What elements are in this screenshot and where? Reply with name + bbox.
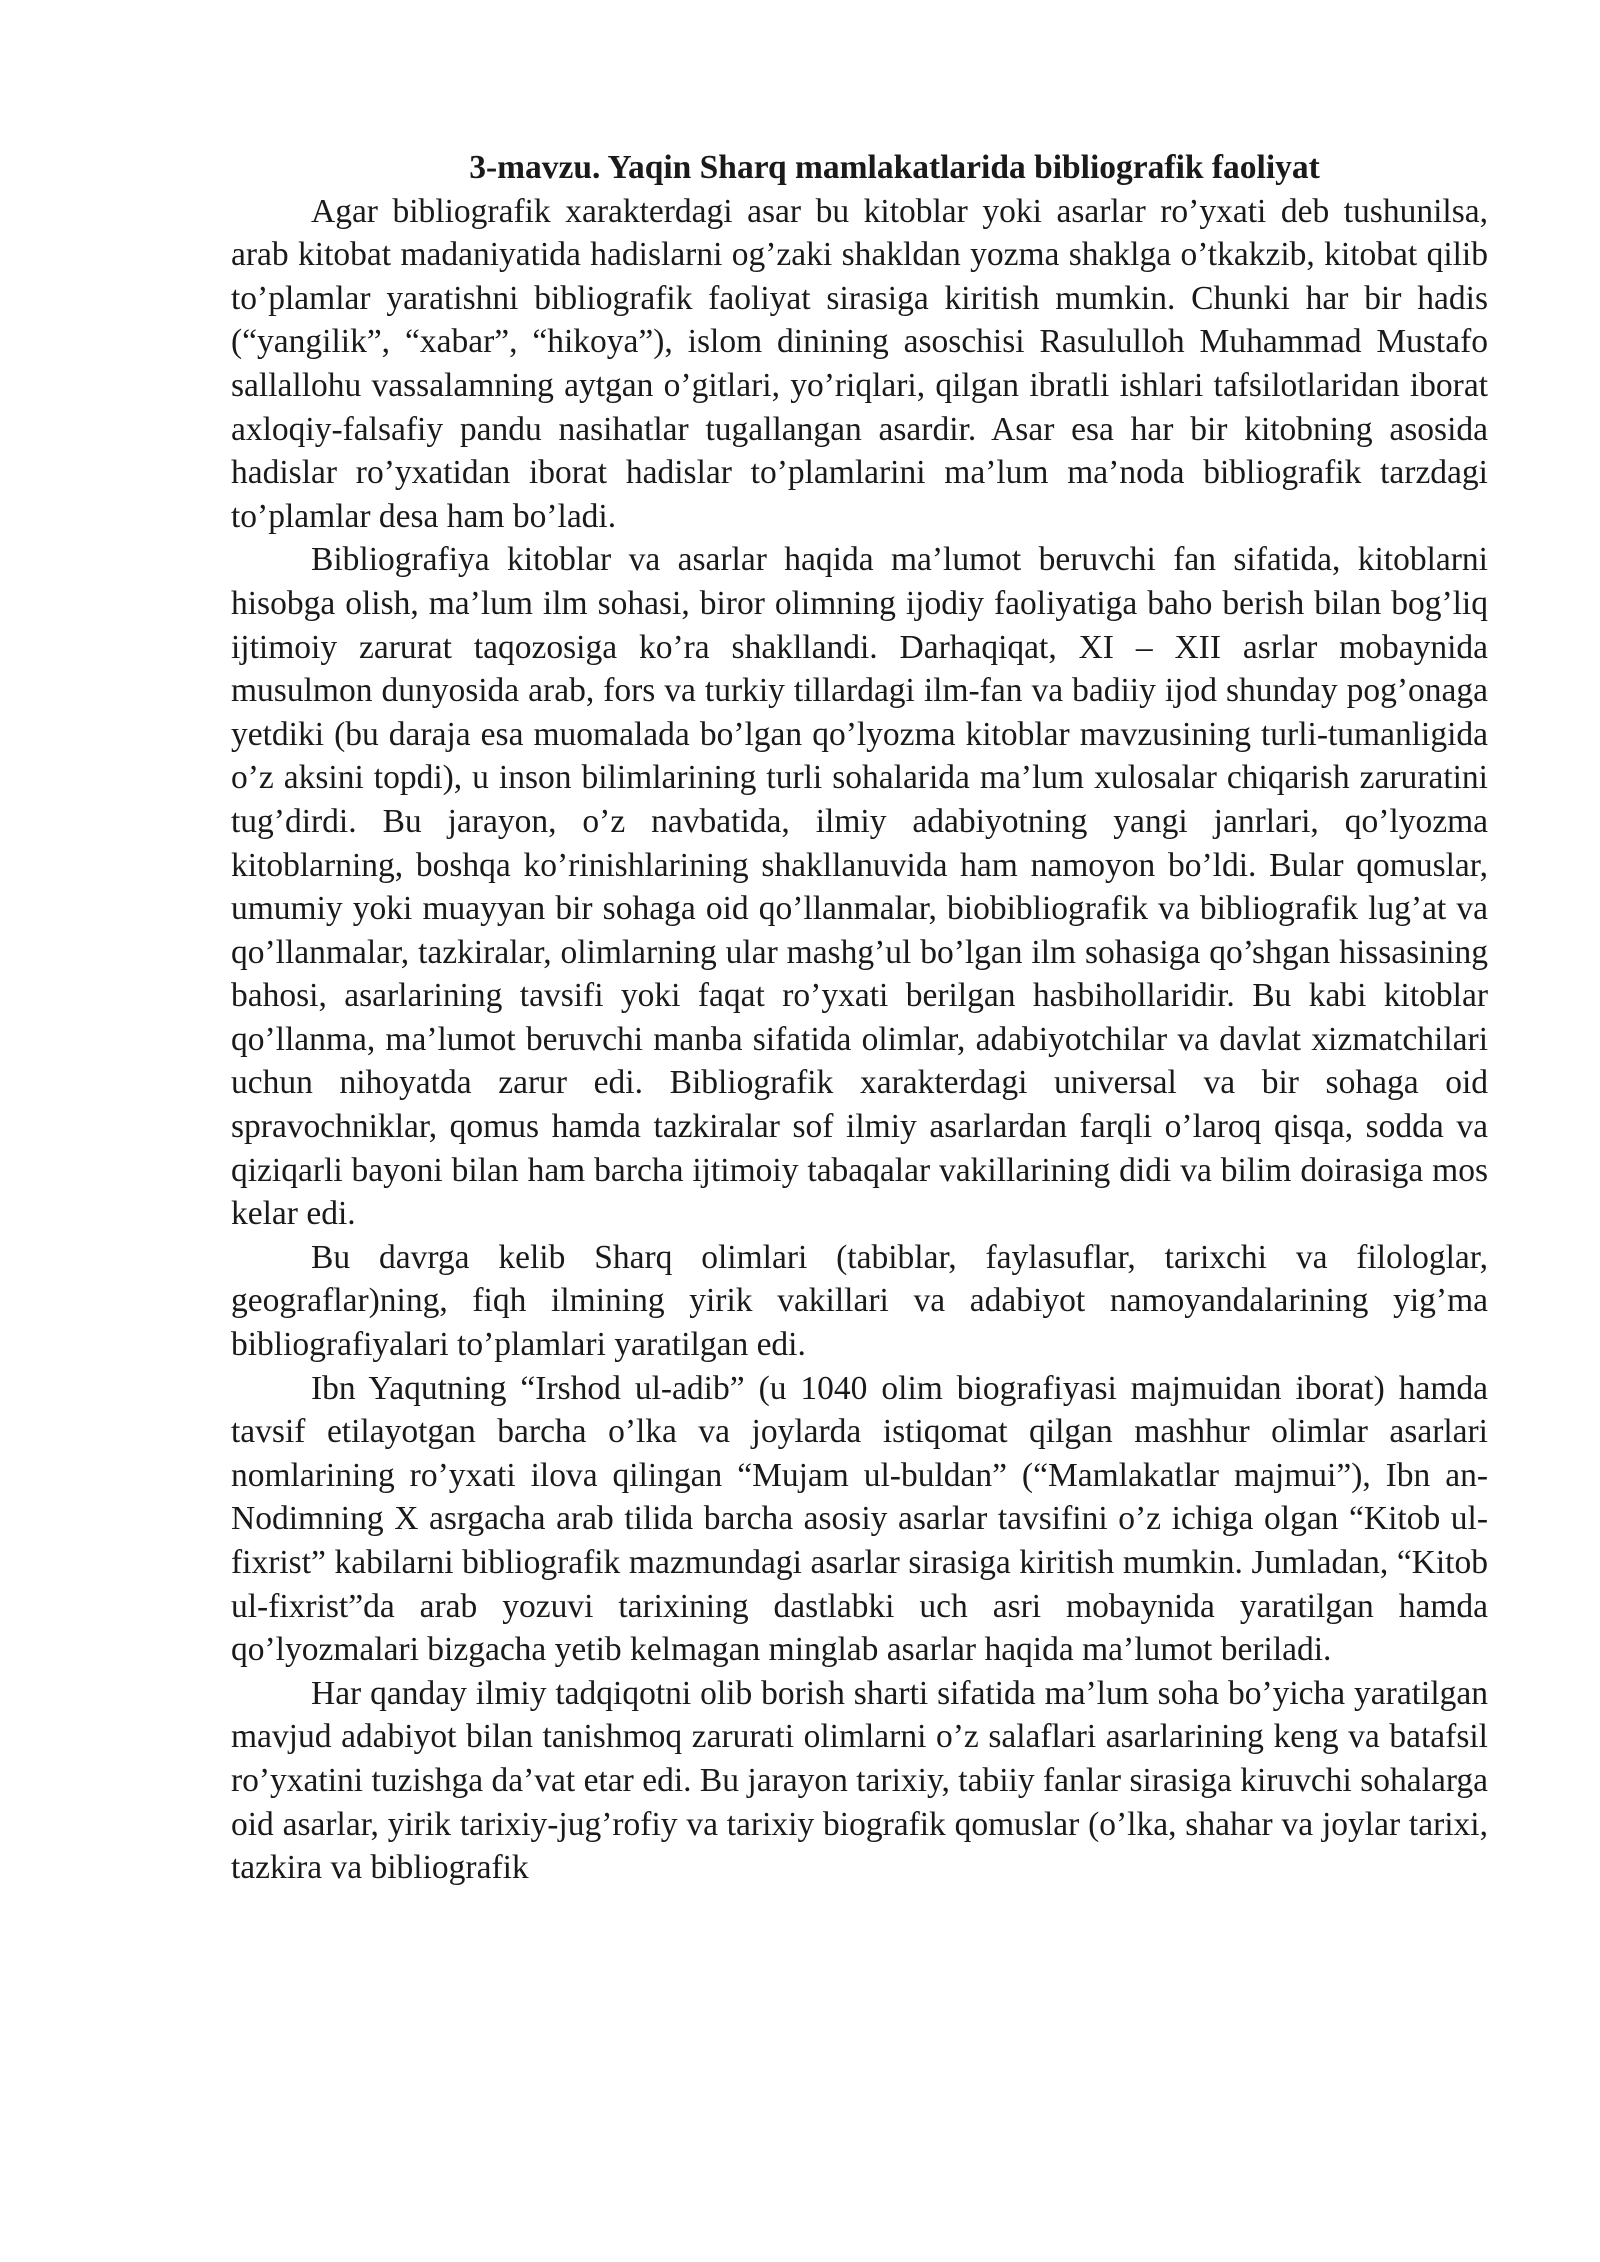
document-body: [231, 146, 1488, 1890]
paragraph-4: Ibn Yaqutning “Irshod ul-adib” (u 1040 olim biografiyasi majmuidan iborat) hamda tavsif etilayotgan barcha o’lka va joylarda istiqomat qilgan mashhur olimlar asarlari nomlarining ro’yxati ilova qilingan “Mujam ul-buldan” (“Mamlakatlar majmui”), Ibn an-Nodimning X asrgacha arab tilida barcha asosiy asarlar tavsifini o’z ichiga olgan “Kitob ul-fixrist” kabilarni bibliografik mazmundagi asarlar sirasiga kiritish mumkin. Jumladan, “Kitob ul-fixrist”da arab yozuvi tarixining dastlabki uch asri mobaynida yaratilgan hamda qo’lyozmalari bizgacha yetib kelmagan minglab asarlar haqida ma’lumot beriladi.: [231, 1369, 1488, 1669]
paragraph-2: Bibliografiya kitoblar va asarlar haqida ma’lumot beruvchi fan sifatida, kitoblarni hisobga olish, ma’lum ilm sohasi, biror olimning ijodiy faoliyatiga baho berish bilan bog’liq ijtimoiy zarurat taqozosiga ko’ra shakllandi. Darhaqiqat, XI – XII asrlar mobaynida musulmon dunyosida arab, fors va turkiy tillardagi ilm-fan va badiiy ijod shunday pog’onaga yetdiki (bu daraja esa muomalada bo’lgan qo’lyozma kitoblar mavzusining turli-tumanligida o’z aksini topdi), u inson bilimlarining turli sohalarida ma’lum xulosalar chiqarish zaruratini tug’dirdi. Bu jarayon, o’z navbatida, ilmiy adabiyotning yangi janrlari, qo’lyozma kitoblarning, boshqa ko’rinishlarining shakllanuvida ham namoyon bo’ldi. Bular qomuslar, umumiy yoki muayyan bir sohaga oid qo’llanmalar, biobibliografik va bibliografik lug’at va qo’llanmalar, tazkiralar, olimlarning ular mashg’ul bo’lgan ilm sohasiga qo’shgan hissasining bahosi, asarlarining tavsifi yoki faqat ro’yxati berilgan hasbihollaridir. Bu kabi kitoblar qo’llanma, ma’lumot beruvchi manba sifatida olimlar, adabiyotchilar va davlat xizmatchilari uchun nihoyatda zarur edi. Bibliografik xarakterdagi universal va bir sohaga oid spravochniklar, qomus hamda tazkiralar sof ilmiy asarlardan farqli o’laroq qisqa, sodda va qiziqarli bayoni bilan ham barcha ijtimoiy tabaqalar vakillarining didi va bilim doirasiga mos kelar edi.: [231, 541, 1488, 1233]
paragraph-3: Bu davrga kelib Sharq olimlari (tabiblar, faylasuflar, tarixchi va filologlar, geograflar)ning, fiqh ilmining yirik vakillari va adabiyot namoyandalarining yig’ma bibliografiyalari to’plamlari yaratilgan edi.: [231, 1238, 1488, 1364]
paragraph-5: Har qanday ilmiy tadqiqotni olib borish sharti sifatida ma’lum soha bo’yicha yaratilgan mavjud adabiyot bilan tanishmoq zarurati olimlarni o’z salaflari asarlarining keng va batafsil ro’yxatini tuzishga da’vat etar edi. Bu jarayon tarixiy, tabiiy fanlar sirasiga kiruvchi sohalarga oid asarlar, yirik tarixiy-jug’rofiy va tarixiy biografik qomuslar (o’lka, shahar va joylar tarixi, tazkira va bibliografik: [231, 1674, 1488, 1887]
paragraph-1: Agar bibliografik xarakterdagi asar bu kitoblar yoki asarlar ro’yxati deb tushunilsa, arab kitobat madaniyatida hadislarni og’zaki shakldan yozma shaklga o’tkakzib, kitobat qilib to’plamlar yaratishni bibliografik faoliyat sirasiga kiritish mumkin. Chunki har bir hadis (“yangilik”, “xabar”, “hikoya”), islom dinining asoschisi Rasululloh Muhammad Mustafo sallallohu vassalamning aytgan o’gitlari, yo’riqlari, qilgan ibratli ishlari tafsilotlaridan iborat axloqiy-falsafiy pandu nasihatlar tugallangan asardir. Asar esa har bir kitobning asosida hadislar ro’yxatidan iborat hadislar to’plamlarini ma’lum ma’noda bibliografik tarzdagi to’plamlar desa ham bo’ladi.: [231, 192, 1488, 535]
document-title: 3-mavzu. Yaqin Sharq mamlakatlarida bibliografik faoliyat: [469, 149, 1320, 186]
